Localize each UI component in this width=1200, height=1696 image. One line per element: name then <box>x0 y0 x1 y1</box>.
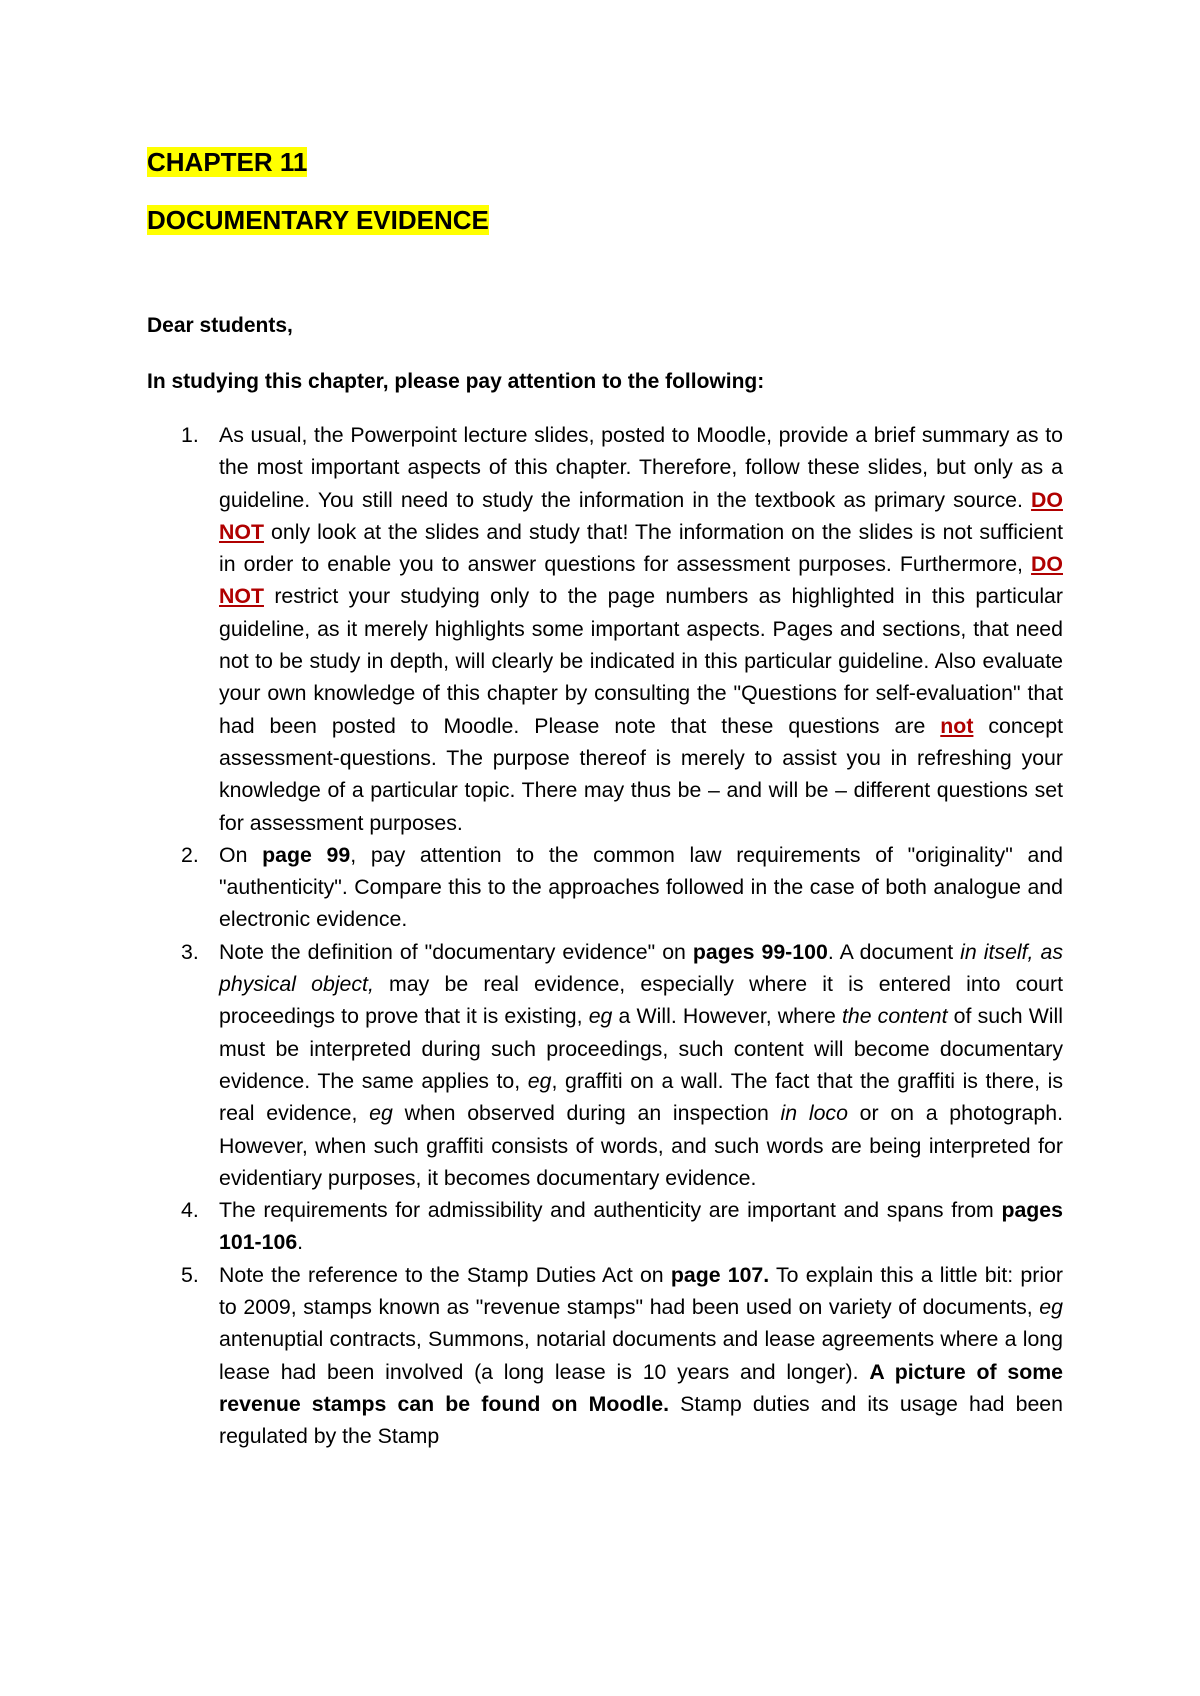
item-text: On page 99, pay attention to the common law requirements of "originality" and "authenticity". Compare this to the approaches followed in the case of both analogue and electronic evidence. <box>219 842 1064 932</box>
list-item <box>147 419 1063 839</box>
item-number: 3. <box>181 939 199 964</box>
item-number: 5. <box>181 1262 199 1287</box>
item-number: 1. <box>181 423 199 447</box>
moodle-note: A picture of some revenue stamps can be found on Moodle. <box>219 1359 1063 1416</box>
item-text: Note the reference to the Stamp Duties Act on page 107. To explain this a little bit: prior to 2009, stamps known as "revenue stamps" had been used on variety of documents, eg antenuptial contracts, Summons, notarial documents and lease agreements where a long lease had been involved (a long lease is 10 years and longer). A picture of some revenue stamps can be found on Moodle. Stamp duties and its usage had been regulated by the Stamp <box>219 1262 1064 1449</box>
list-item <box>147 936 1063 1194</box>
page-reference: pages 101-106 <box>219 1198 1063 1255</box>
item-number: 4. <box>181 1198 199 1223</box>
page-reference: page 107. <box>670 1262 770 1287</box>
chapter-heading <box>147 147 307 177</box>
page-reference: page 99 <box>262 842 351 867</box>
chapter-title-text: DOCUMENTARY EVIDENCE <box>147 205 489 235</box>
item-text: As usual, the Powerpoint lecture slides, posted to Moodle, provide a brief summary as to the most important aspects of this chapter. Therefore, follow these slides, but only as a guideline. You still need to study the information in the textbook as primary source. DO NOT only look at the slides and study that! The information on the slides is not sufficient in order to enable you to answer questions for assessment purposes. Furthermore, DO NOT restrict your studying only to the page numbers as highlighted in this particular guideline, as it merely highlights some important aspects. Pages and sections, that need not to be study in depth, will clearly be indicated in this particular guideline. Also evaluate your own knowledge of this chapter by consulting the "Questions for self-evaluation" that had been posted to Moodle. Please note that these questions are not concept assessment-questions. The purpose thereof is merely to assist you in refreshing your knowledge of a particular topic. There may thus be – and will be – different questions set for assessment purposes. <box>219 423 1063 835</box>
greeting: Dear students, <box>147 314 293 337</box>
chapter-title <box>147 205 489 235</box>
emphasis-not: not <box>940 713 974 738</box>
list-item <box>147 1259 1063 1453</box>
emphasis-do-not: DO NOT <box>219 552 1063 609</box>
intro-line: In studying this chapter, please pay attention to the following: <box>147 370 765 393</box>
item-text: Note the definition of "documentary evidence" on pages 99-100. A document in itself, as physical object, may be real evidence, especially where it is entered into court proceedings to prove that it is existing, eg a Will. However, where the content of such Will must be interpreted during such proceedings, such content will become documentary evidence. The same applies to, eg, graffiti on a wall. The fact that the graffiti is there, is real evidence, eg when observed during an inspection in loco or on a photograph. However, when such graffiti consists of words, and such words are being interpreted for evidentiary purposes, it becomes documentary evidence. <box>219 939 1064 1190</box>
list-item <box>147 1194 1063 1259</box>
item-number: 2. <box>181 842 199 867</box>
emphasis-do-not: DO NOT <box>219 487 1063 544</box>
page-reference: pages 99-100 <box>692 939 828 964</box>
chapter-number: CHAPTER 11 <box>147 147 308 177</box>
item-text: The requirements for admissibility and authenticity are important and spans from pages 101-106. <box>219 1198 1063 1255</box>
list-item <box>147 839 1063 936</box>
guideline-list <box>147 419 1063 1453</box>
